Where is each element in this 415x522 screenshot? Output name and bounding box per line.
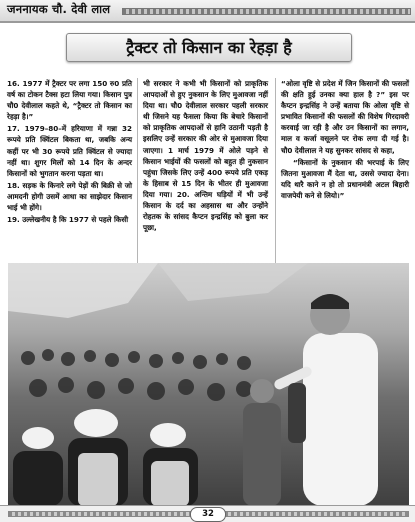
paragraph: 18. सड़क के किनारे लगे पेड़ों की बिक्री से जो आमदनी होगी उसमें आधा का साझेदार किसान भाई भी होंगे।	[7, 180, 132, 213]
photo-scene	[8, 263, 409, 506]
text-column-2	[143, 78, 268, 234]
text-column-1	[7, 78, 132, 226]
paragraph: 16. 1977 में ट्रैक्टर पर लगा 150 रु0 प्रति वर्ष का टोकन टैक्स हटा लिया गया। किसान पुत्र चौ0 देवीलाल कहते थे, “ट्रैक्टर तो किसान का रेहड़ा है।”	[7, 79, 132, 122]
paragraph: “ओला वृष्टि से प्रदेश में जिन किसानों की फसलों की क्षति हुई उनका क्या हाल है ?” इस पर कैप्टन इन्द्रसिंह ने उन्हें बताया कि ओला वृष्टि से प्रभावित किसानों की फसलों की विशेष गिरदावरी करवाई जा रही है और उन किसानों का लगान, माल व कर्जा वसूलने पर रोक लगा दी गई है। चौ0 देवीलाल ने यह सुनकर सांसद से कहा,	[281, 79, 409, 155]
column-divider	[137, 78, 138, 263]
paragraph: 17. 1979–80–में हरियाणा में गन्ना 32 रूपये प्रति क्विंटल बिकता था, जबकि अन्य कहीं पर भी 30 रूपये प्रति क्विंटल से ज्यादा नहीं था। शुगर मिलों को 14 दिन के अन्दर किसानों को भुगतान करना पड़ता था।	[7, 124, 132, 178]
paragraph: भी सरकार ने कभी भी किसानों को प्राकृतिक आपदाओं से हुए नुकसान के लिए मुआवजा नहीं दिया था। चौ0 देवीलाल सरकार पहली सरकार थी जिसने यह फैसला किया कि बेचारे किसानों को प्राकृतिक आपदाओं से हानि उठानी पड़ती है इसलिए उन्हें सरकार की ओर से मुआवजा दिया जाएगा। 1 मार्च 1979 में ओले पड़ने से किसान भाईयों की फसलों को बहुत ही नुकसान पहुंचा जिसके लिए उन्हें 400 रूपये प्रति एकड़ के हिसाब से 15 दिन के भीतर ही मुआवजा दिया गया। 20. अन्तिम घड़ियों में भी उन्हें किसान के दर्द का अहसास था और उन्होंने रोहतक के सांसद कैप्टन इन्द्रसिंह को बुला कर पूछा,	[143, 79, 268, 233]
page-footer	[0, 505, 415, 522]
column-divider	[275, 78, 276, 263]
article-title-box	[66, 33, 352, 62]
rally-photograph	[8, 263, 409, 506]
article-title: ट्रैक्टर तो किसान का रेहड़ा है	[126, 38, 292, 57]
page-number: 32	[190, 507, 226, 522]
paragraph: “किसानों के नुकसान की भरपाई के लिए जितना मुआवजा मैं देता था, उससे ज्यादा देना। यदि थारै काने न हो तो प्रधानमंत्री अटल बिहारी वाजपेयी कने से लियो।”	[281, 157, 409, 200]
header-decorative-bar	[122, 8, 411, 15]
paragraph: 19. उल्लेखनीय है कि 1977 से पहले किसी	[7, 215, 129, 225]
running-header	[0, 0, 415, 23]
running-title: जननायक चौ. देवी लाल	[7, 2, 111, 16]
text-column-3	[281, 78, 409, 202]
